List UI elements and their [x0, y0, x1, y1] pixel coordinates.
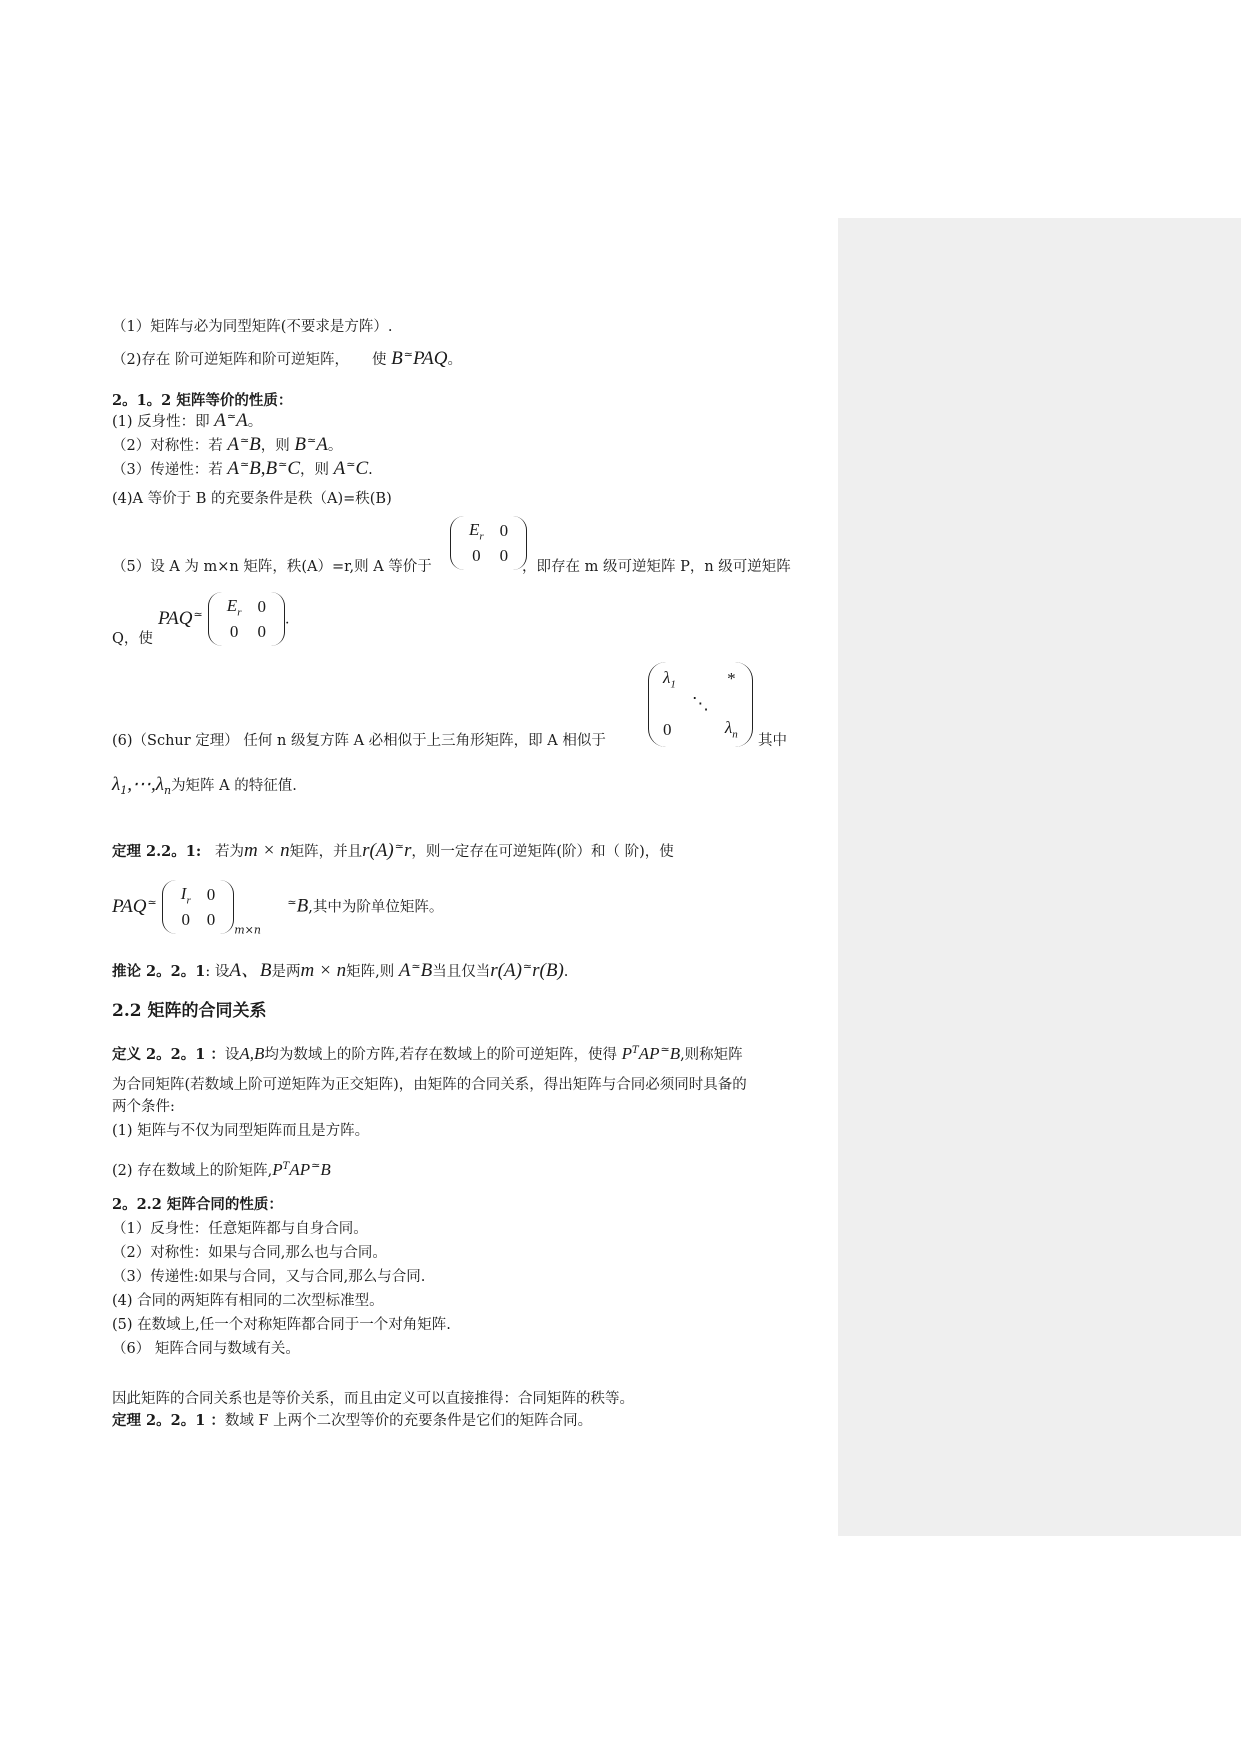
- congruence-property-2: （2）对称性：如果与合同,那么也与合同。: [112, 1245, 387, 1261]
- theorem-quadratic-forms: 定理 2。2。1 ：数域 F 上两个二次型等价的充要条件是它们的矩阵合同。: [112, 1412, 593, 1429]
- congruence-property-5: (5) 在数域上,任一个对称矩阵都合同于一个对角矩阵.: [112, 1317, 451, 1333]
- summary-line: 因此矩阵的合同关系也是等价关系，而且由定义可以直接推得：合同矩阵的秩等。: [112, 1391, 634, 1407]
- congruence-property-3: （3）传递性:如果与合同，又与合同,那么与合同.: [112, 1269, 426, 1285]
- congruence-condition-1: (1) 矩阵与不仅为同型矩阵而且是方阵。: [112, 1123, 370, 1139]
- property-reflexive: (1) 反身性：即 A≃A。: [112, 410, 263, 431]
- property-6-schur: (6)（Schur 定理） 任何 n 级复方阵 A 必相似于上三角形矩阵，即 A 相似于: [112, 733, 606, 749]
- property-5-tail: ，即存在 m 级可逆矩阵 P，n 级可逆矩阵: [522, 559, 791, 575]
- property-5-line: （5）设 A 为 m×n 矩阵，秩(A）=r,则 A 等价于: [112, 559, 432, 575]
- matrix-er-block: $E_r$ 0 0 0: [450, 516, 527, 570]
- paq-ir-equation: PAQ≃ $I_r$ 0 0 0 $_{m\times n}$ ≃B,其中为阶单位矩阵。: [112, 880, 443, 937]
- congruence-property-1: （1）反身性：任意矩阵都与自身合同。: [112, 1221, 368, 1237]
- corollary-2-2-1: 推论 2。2。1: 设A、B是两m × n矩阵,则 A≃B当且仅当r(A)≃r(B).: [112, 960, 569, 981]
- upper-triangular-matrix: $\lambda_1$ * ⋱ 0 $\lambda_n$: [648, 662, 753, 747]
- definition-line-3: 两个条件:: [112, 1099, 175, 1115]
- congruence-condition-2: (2) 存在数域上的阶矩阵$,P^TAP^≃B$: [112, 1158, 331, 1179]
- definition-line-2: 为合同矩阵(若数域上阶可逆矩阵为正交矩阵)，由矩阵的合同关系，得出矩阵与合同必须同时具备的: [112, 1077, 747, 1093]
- property-5-q: Q，使: [112, 631, 153, 647]
- section-heading-2-2-2: 2。2.2 矩阵合同的性质：: [112, 1196, 283, 1213]
- comment-pane: [838, 218, 1241, 1536]
- eigenvalues-line: $\lambda_1,\cdots,\lambda_n$为矩阵 A 的特征值.: [112, 774, 297, 797]
- property-symmetric: （2）对称性：若 A≃B，则 B≃A。: [112, 434, 343, 455]
- condition-2: （2)存在 阶可逆矩阵和阶可逆矩阵， 使 B≃PAQ。: [112, 348, 462, 369]
- property-6-tail: 其中: [758, 733, 787, 749]
- section-title-congruence: 2.2 矩阵的合同关系: [112, 1001, 267, 1021]
- paq-er-equation: PAQ≃ $E_r$ 0 0 0 .: [158, 592, 289, 646]
- property-rank: (4)A 等价于 B 的充要条件是秩（A)=秩(B): [112, 491, 392, 507]
- congruence-property-4: (4) 合同的两矩阵有相同的二次型标准型。: [112, 1293, 384, 1309]
- condition-1: （1）矩阵与必为同型矩阵(不要求是方阵）.: [112, 319, 393, 335]
- theorem-2-2-1: 定理 2.2。1: 若为m × n矩阵，并且r(A)≃r，则一定存在可逆矩阵(阶）和（ 阶)，使: [112, 840, 674, 861]
- section-heading-2-1-2: 2。1。2 矩阵等价的性质：: [112, 392, 293, 409]
- property-transitive: （3）传递性：若 A≃B,B≃C，则 A≃C.: [112, 458, 373, 479]
- definition-2-2-1: 定义 2。2。1 ：设A,B均为数域上的阶方阵,若存在数域上的阶可逆矩阵，使得 $P^TAP^≃B$,则称矩阵: [112, 1042, 743, 1063]
- congruence-property-6: （6） 矩阵合同与数域有关。: [112, 1341, 300, 1357]
